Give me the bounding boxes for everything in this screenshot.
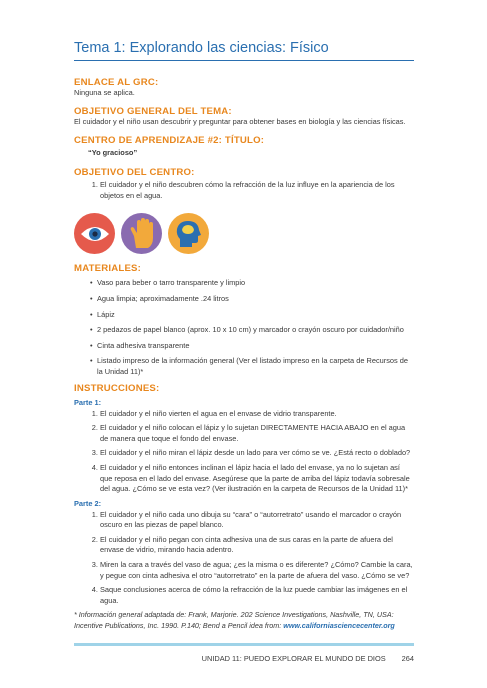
instrucciones-section [74, 383, 414, 607]
page-number: 264 [401, 654, 414, 663]
senses-icons [74, 213, 414, 254]
materiales-section [74, 263, 414, 377]
objetivo-general-heading: OBJETIVO GENERAL DEL TEMA: [74, 105, 232, 117]
list-item: • Agua limpia; aproximadamente .24 litros [90, 294, 414, 305]
parte2-list [74, 510, 414, 607]
hand-icon [121, 213, 162, 254]
materiales-list [74, 278, 414, 377]
footnote-text: * Información general adaptada de: Frank, Marjorie. 202 Science Investigations, Nashville, TN, USA: Incentive Publications, Inc. 1990. P.140; Bend a Pencil idea from: [74, 610, 394, 630]
objetivo-general-section [74, 106, 414, 128]
grc-text: Ninguna se aplica. [74, 88, 135, 97]
objetivo-centro-list [74, 180, 414, 201]
eye-icon [74, 213, 115, 254]
centro-heading: CENTRO DE APRENDIZAJE #2: TÍTULO: [74, 135, 265, 147]
list-item: • Cinta adhesiva transparente [90, 341, 414, 352]
parte1-label: Parte 1: [74, 397, 102, 407]
footnote-link[interactable]: www.californiasciencecenter.org [283, 620, 395, 630]
list-item: 2. El cuidador y el niño pegan con cinta adhesiva una de sus caras en la parte de afuera del envase de vidrio, mirando hacia adentro. [100, 535, 414, 556]
grc-section [74, 77, 414, 99]
objetivo-centro-section [74, 167, 414, 201]
footer-unit: UNIDAD 11: PUEDO EXPLORAR EL MUNDO DE DIOS [201, 654, 386, 663]
brain-icon [168, 213, 209, 254]
materiales-heading: MATERIALES: [74, 263, 142, 275]
instrucciones-heading: INSTRUCCIONES: [74, 382, 160, 394]
list-item: 3. El cuidador y el niño miran el lápiz desde un lado para ver cómo se ve. ¿Está recto o doblado? [100, 448, 414, 459]
parte1-list [74, 409, 414, 495]
grc-heading: ENLACE AL GRC: [74, 77, 159, 88]
page-footer [74, 643, 414, 663]
list-item: 2. El cuidador y el niño colocan el lápiz y lo sujetan DIRECTAMENTE HACIA ABAJO en el agua de manera que toque el fondo del envase. [100, 423, 414, 444]
footnote [74, 610, 414, 630]
list-item: • 2 pedazos de papel blanco (aprox. 10 x 10 cm) y marcador o crayón oscuro por cuidador/niño [90, 325, 414, 336]
list-item: 4. El cuidador y el niño entonces inclinan el lápiz hacia el lado del envase, ya no lo sujetan así que reposa en el lado del envase. Asegúrese que la parte de arriba del lápiz todavía sobresale del agua. ¿Cómo se ve esta vez? (Ver ilustración en la carpeta de Recursos de la Unidad 11)* [100, 463, 414, 495]
list-item: 1. El cuidador y el niño cada uno dibuja su “cara” o “autorretrato” usando el marcador o crayón oscuro en las piezas de papel blanco. [100, 510, 414, 531]
page-title: Tema 1: Explorando las ciencias: Físico [74, 40, 414, 61]
list-item: • Vaso para beber o tarro transparente y limpio [90, 278, 414, 289]
list-item: • Lápiz [90, 310, 414, 321]
list-item: • Listado impreso de la información general (Ver el listado impreso en la carpeta de Recursos de la Unidad 11)* [90, 356, 414, 377]
list-item: 1. El cuidador y el niño descubren cómo la refracción de la luz influye en la apariencia de los objetos en el agua. [100, 180, 414, 201]
parte2-label: Parte 2: [74, 498, 102, 508]
list-item: 1. El cuidador y el niño vierten el agua en el envase de vidrio transparente. [100, 409, 414, 420]
objetivo-centro-heading: OBJETIVO DEL CENTRO: [74, 167, 195, 179]
page-content [74, 40, 414, 638]
objetivo-general-text: El cuidador y el niño usan descubrir y preguntar para obtener bases en biología y las ciencias físicas. [74, 116, 406, 126]
centro-subtitle: “Yo gracioso” [88, 148, 138, 158]
centro-section [74, 135, 414, 157]
list-item: 3. Miren la cara a través del vaso de agua; ¿es la misma o es diferente? ¿Cómo? Cambie la cara, y pegue con cinta adhesiva el otro “autorretrato” en la parte de afuera del vaso. ¿Cómo se ve? [100, 560, 414, 581]
list-item: 4. Saque conclusiones acerca de cómo la refracción de la luz puede cambiar las imágenes en el agua. [100, 585, 414, 606]
